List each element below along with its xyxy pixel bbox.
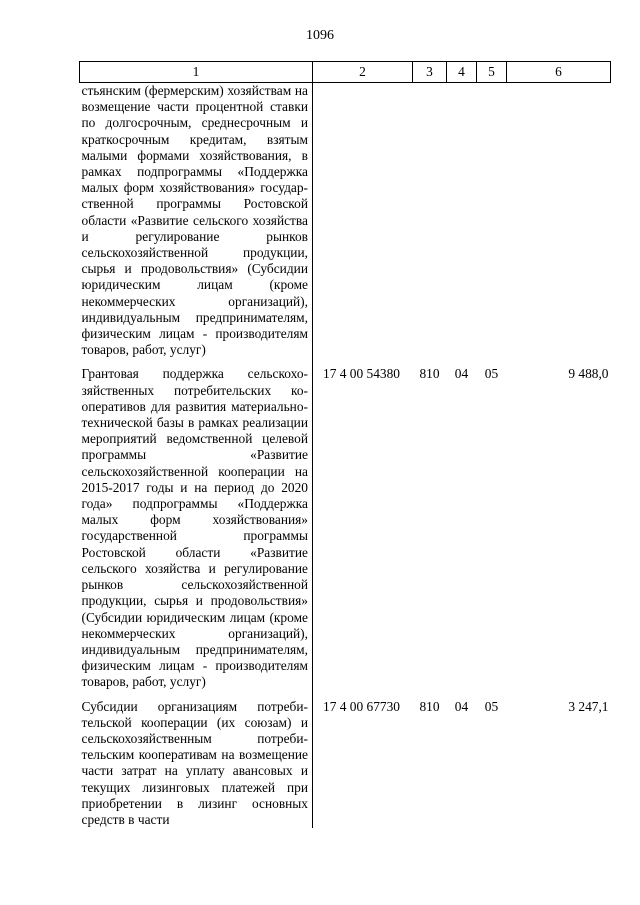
table-row [80,358,611,690]
row-code: 17 4 00 67730 [323,698,400,714]
row-description: стьянским (фермерским) хозяйствам на возмещение части процентной ставки по долгосрочным, среднесрочным и краткосрочным кредитам, взятым малыми формами хозяйствования, в рамках подпрограммы «Поддержка малых форм хозяйствования» государственной программы Ростовской области «Развитие сельского хозяйства и регулирование рынков сельскохозяйственной продукции, сырья и продовольствия» (Субсидии юридическим лицам (кроме некоммерческих организаций), индивидуальным предпринимателям, физическим лицам - производителям товаров, работ, услуг) [80,83,313,359]
row-description: Субсидии организациям потребительской кооперации (их союзам) и сельскохозяйственным потребительским кооперативам на возмещение части затрат на уплату авансовых и текущих лизинговых платежей при приобретении в лизинг основных средств в части [80,691,313,829]
column-header-6: 6 [507,62,611,83]
column-header-4: 4 [447,62,477,83]
row-col3: 810 [419,698,440,714]
column-header-5: 5 [477,62,507,83]
row-code: 17 4 00 54380 [323,366,400,382]
row-code [313,83,413,359]
row-col5: 05 [484,698,499,714]
column-header-1: 1 [80,62,313,83]
row-col5 [477,83,507,359]
row-col4 [447,83,477,359]
row-amount: 9 488,0 [568,366,609,382]
column-header-3: 3 [413,62,447,83]
row-col4: 04 [454,366,469,382]
column-header-2: 2 [313,62,413,83]
budget-table [79,61,611,828]
row-col4: 04 [454,698,469,714]
row-col5: 05 [484,366,499,382]
row-amount [507,83,611,359]
row-description: Грантовая поддержка сельскохозяйственных потребительских кооперативов для развития материально-технической базы в рамках реализации мероприятий ведомственной целевой программы «Развитие сельскохозяйственной кооперации на 2015-2017 годы и на период до 2020 года» подпрограммы «Поддержка малых форм хозяйствования» государственной программы Ростовской области «Развитие сельского хозяйства и регулирование рынков сельскохозяйственной продукции, сырья и продовольствия» (Субсидии юридическим лицам (кроме некоммерческих организаций), индивидуальным предпринимателям, физическим лицам - производителям товаров, работ, услуг) [80,358,313,690]
page-number: 1096 [306,28,334,43]
row-col3: 810 [419,366,440,382]
table-row [80,691,611,829]
row-amount: 3 247,1 [568,698,609,714]
table-header-row [80,62,611,83]
table-row [80,83,611,359]
row-col3 [413,83,447,359]
